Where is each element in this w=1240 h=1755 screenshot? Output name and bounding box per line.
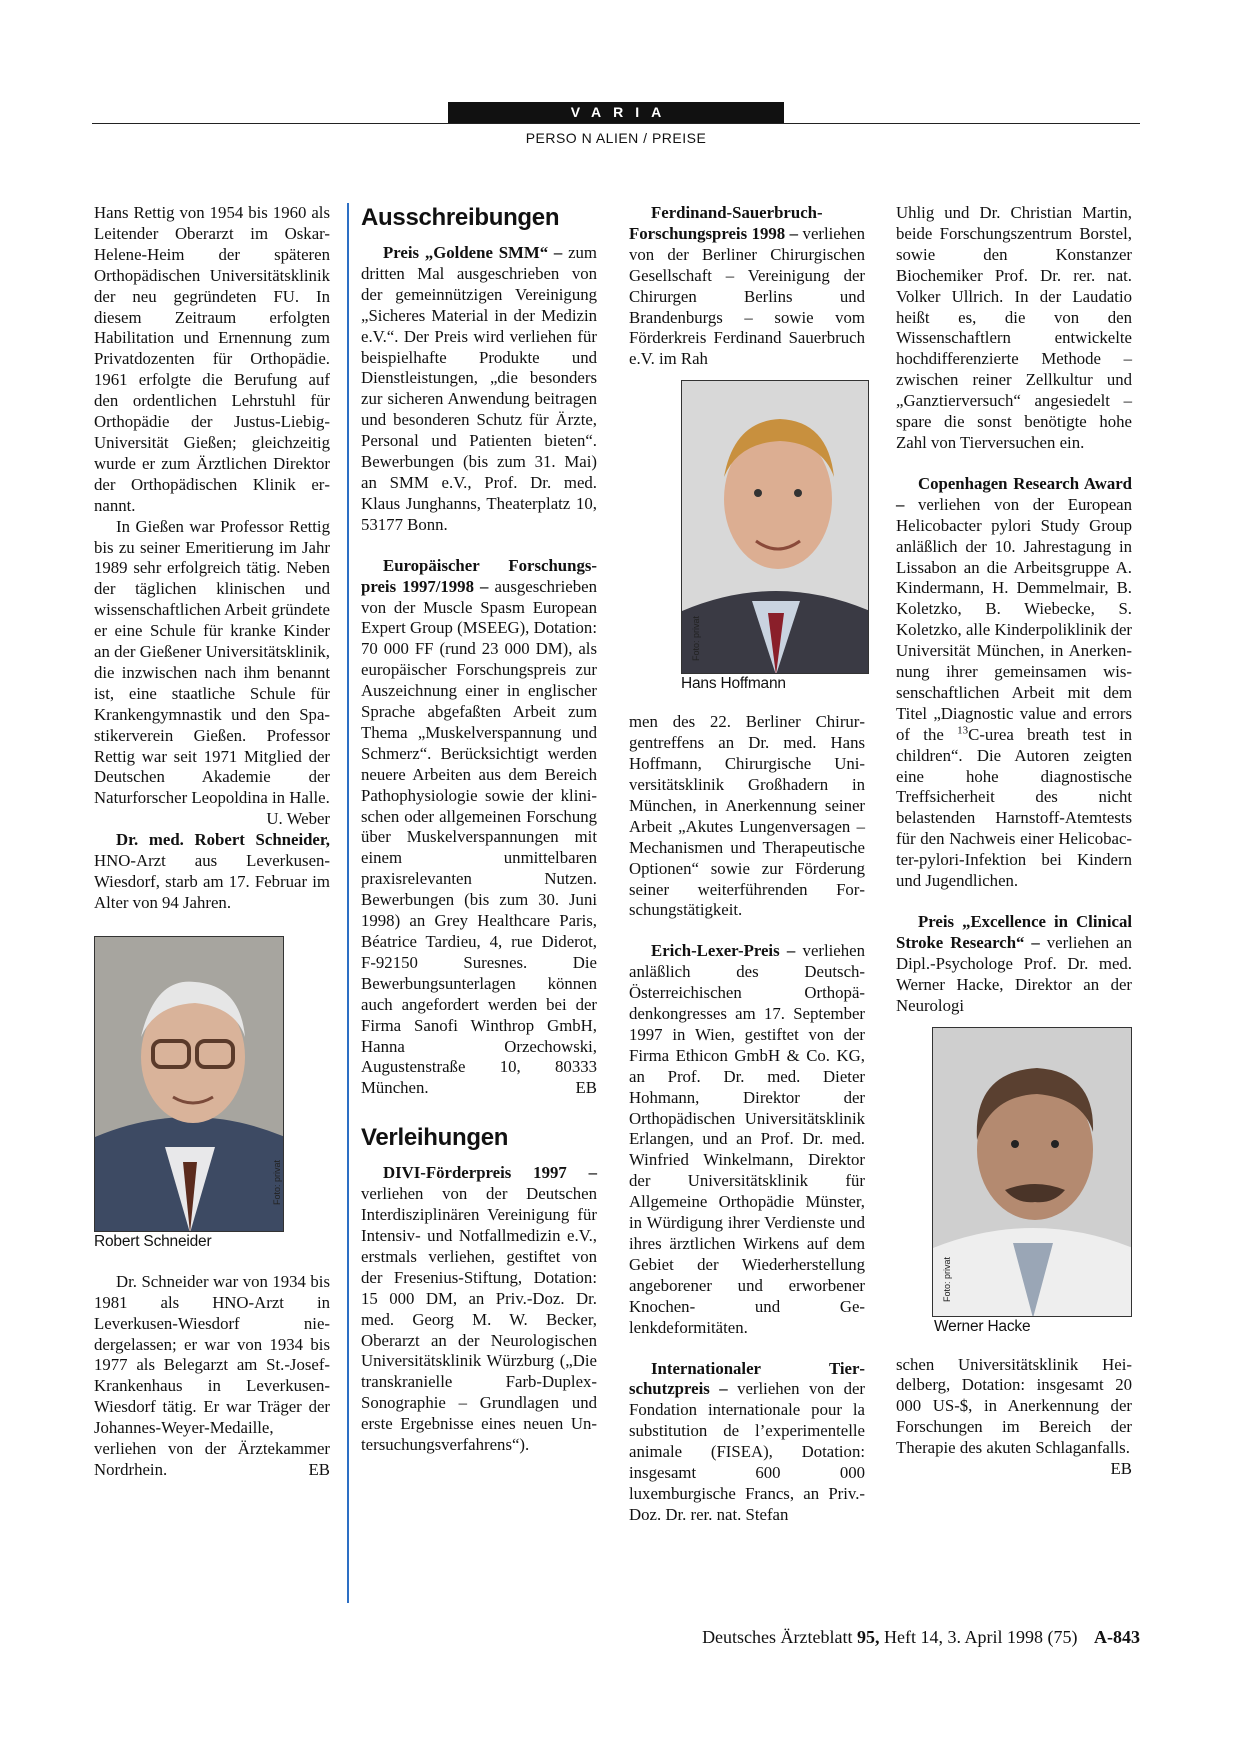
paragraph: schen Universitätsklinik Heidelberg, Dotation: insgesamt 20 000 US-$, in Anerkennung der Forschungen im Bereich der Therapie des akuten Schlaganfalls. EB bbox=[896, 1354, 1132, 1479]
journal-name: Deutsches Ärzteblatt bbox=[702, 1627, 853, 1647]
column-4 bbox=[896, 203, 1132, 1480]
portrait-photo bbox=[681, 380, 869, 674]
portrait-photo bbox=[932, 1027, 1132, 1317]
page-number: A-843 bbox=[1094, 1627, 1140, 1647]
signature: U. Weber bbox=[266, 809, 330, 829]
photo-caption: Robert Schneider bbox=[94, 1232, 212, 1250]
paragraph: Dr. Schneider war von 1934 bis 1981 als HNO-Arzt in Leverkusen-Wiesdorf niedergelassen; er war von 1934 bis 1977 als Belegarzt am St.-Josef-Krankenhaus in Leverkusen-Wiesdorf tätig. Er war Träger der Johannes-Weyer-Medaille, verliehen von der Ärztekammer Nordrhein. EB bbox=[94, 1271, 330, 1479]
section-heading-ausschreibungen: Ausschreibungen bbox=[361, 204, 560, 231]
photo-credit: Foto: privat bbox=[272, 1159, 282, 1205]
paragraph: Erich-Lexer-Preis – verliehen anläßlich des Deutsch-Österreichischen Orthopädenkongresses am 17. September 1997 in Wien, gestiftet von der Firma Ethicon GmbH & Co. KG, an Prof. Dr. med. Dieter Hohmann, Direktor der Orthopädischen Universitätsklinik Erlangen, und an Prof. Dr. med. Winfried Winkelmann, Direktor der Universitätsklinik für Allgemeine Orthopädie Münster, in Würdigung ihrer Verdienste und ihres ärztlichen Wirkens auf dem Gebiet der Wiederherstellung angeborener und erworbener Knochen- und Gelenkdeformitäten. bbox=[629, 941, 865, 1337]
paragraph: Preis „Goldene SMM“ – zum dritten Mal ausgeschrieben von der gemeinnützigen Vereinigung „Sicheres Material in der Medizin e.V.“. Der Preis wird verliehen für beispielhafte Produkte und Dienstleistungen, „die besonders zur sicheren Anwendung beitragen und besonderen Schutz für Ärzte, Personal und Patienten bieten“. Bewerbungen (bis zum 31. Mai) an SMM e.V., Prof. Dr. med. Klaus Junghanns, Theaterplatz 10, 53177 Bonn. bbox=[361, 243, 597, 534]
paragraph: Internationaler Tierschutzpreis – verliehen von der Fondation internationale pour la substitution de l’experimentelle animale (FISEA), Dotation: insgesamt 600 000 luxemburgische Francs, an Priv.-Doz. Dr. rer. nat. Stefan bbox=[629, 1358, 865, 1524]
header-rule bbox=[92, 123, 1140, 124]
paragraph: In Gießen war Professor Rettig bis zu seiner Emeritierung im Jahr 1989 sehr erfolgreich tätig. Neben der täglichen klinischen und wissenschaftlichen Arbeit gründete er eine Schule für kranke Kinder an der Gießener Universitätsklinik, die inzwischen nach ihm benannt ist, eine staatliche Schule für Krankengymnastik und den Spastikerverein Gießen. Professor Rettig war seit 1971 Mitglied der Deutschen Akademie der Naturforscher Leopoldina in Halle. U. Weber bbox=[94, 516, 330, 829]
section-label: VARIA bbox=[448, 102, 784, 123]
paragraph: men des 22. Berliner Chirurgentreffens an Dr. med. Hans Hoffmann, Chirurgische Universitätsklinik Großhadern in München, in Anerkennung seiner Arbeit „Akutes Lungenversagen – Mechanismen und Therapeutische Optionen“ sowie zur Förderung seiner weiterführenden Forschungstätigkeit. bbox=[629, 712, 865, 920]
column-3 bbox=[629, 203, 865, 1526]
paragraph: Uhlig und Dr. Christian Martin, beide Forschungszentrum Borstel, sowie den Konstanzer Biochemiker Prof. Dr. rer. nat. Volker Ullrich. In der Laudatio heißt es, die von den Wissenschaftlern entwickelte hochdifferenzierte Methode – zwischen reiner Zellkultur und „Ganztierversuch“ angesiedelt – spare die sonst benötigte hohe Zahl von Tierversuchen ein. bbox=[896, 203, 1132, 452]
photo-caption: Hans Hoffmann bbox=[681, 675, 786, 693]
paragraph: Preis „Excellence in Clinical Stroke Research“ – verliehen an Dipl.-Psychologe Prof. Dr. med. Werner Hacke, Direktor an der Neurologi bbox=[896, 912, 1132, 1015]
paragraph: Dr. med. Robert Schneider, HNO-Arzt aus Leverkusen-Wiesdorf, starb am 17. Februar im Alter von 94 Jahren. bbox=[94, 830, 330, 912]
signature: EB bbox=[575, 1078, 597, 1098]
portrait-illustration bbox=[95, 937, 284, 1232]
figure-werner-hacke bbox=[932, 1027, 1132, 1337]
column-rule bbox=[347, 203, 349, 1603]
journal-issue: Heft 14, 3. April 1998 (75) bbox=[884, 1627, 1078, 1647]
column-2 bbox=[361, 203, 597, 1456]
journal-volume: 95, bbox=[857, 1627, 880, 1647]
paragraph: Hans Rettig von 1954 bis 1960 als Leitender Oberarzt im Oskar-Helene-Heim der späteren Orthopädischen Universitätsklinik der neu gegründeten FU. In diesem Zeitraum erfolgten Habilitation und Ernennung zum Privatdozenten für Orthopädie. 1961 erfolgte die Berufung auf den ordentlichen Lehrstuhl für Orthopädie der Justus-Liebig-Universität Gießen; gleichzeitig wurde er zum Ärztlichen Direktor der Orthopädischen Klinik ernannt. bbox=[94, 203, 330, 515]
subsection-label: PERSO N ALIEN / PREISE bbox=[525, 130, 707, 146]
signature: EB bbox=[308, 1459, 330, 1479]
portrait-photo bbox=[94, 936, 284, 1232]
paragraph: Copenhagen Research Award – verliehen von der European Helicobacter pylori Study Group anläßlich der 10. Jahrestagung in Lissabon an die Arbeitsgruppe A. Kindermann, H. Demmelmair, B. Koletzko, B. Wiebecke, S. Koletzko, alle Kinderpoliklinik der Universität München, in Anerkennung ihrer gemeinsamen wissenschaftlichen Arbeit mit dem Titel „Diagnostic value and errors of the $^{13}$C-urea breath test in children“. Die Autoren zeigten eine hohe diagnostische Treffsicherheit des nicht belastenden Harnstoff-Atemtests für den Nachweis einer Helicobacter-pylori-Infektion bei Kindern und Jugendlichen. bbox=[896, 473, 1132, 891]
figure-robert-schneider bbox=[94, 936, 330, 1252]
figure-hans-hoffmann bbox=[681, 380, 865, 694]
photo-caption: Werner Hacke bbox=[934, 1317, 1031, 1335]
photo-credit: Foto: privat bbox=[942, 1256, 952, 1302]
signature: EB bbox=[1110, 1459, 1132, 1479]
photo-credit: Foto: privat bbox=[691, 616, 701, 662]
portrait-illustration bbox=[933, 1028, 1132, 1317]
section-heading-verleihungen: Verleihungen bbox=[361, 1124, 509, 1152]
column-1 bbox=[94, 203, 330, 1481]
paragraph: Ferdinand-Sauerbruch-Forschungspreis 1998 – verliehen von der Berliner Chirurgischen Gesellschaft – Vereinigung der Chirurgen Berlins und Brandenburgs – sowie vom Förderkreis Ferdinand Sauerbruch e.V. im Rah bbox=[629, 203, 865, 369]
paragraph: Europäischer Forschungspreis 1997/1998 – ausgeschrieben von der Muscle Spasm European Expert Group (MSEEG), Dotation: 70 000 FF (rund 23 000 DM), als europäischer Forschungspreis zur Auszeichnung einer in englischer Sprache abgefaßten Arbeit zum Thema „Muskelverspannung und Schmerz“. Berücksichtigt werden neuere Arbeiten aus dem Bereich Pathophysiologie sowie der klinischen oder allgemeinen Forschung über Muskelverspannungen mit einem unmittelbaren praxisrelevanten Nutzen. Bewerbungen (bis zum 30. Juni 1998) an Grey Healthcare Paris, Béatrice Tardieu, 4, rue Diderot, F-92150 Suresnes. Die Bewerbungsunterlagen können auch angefordert werden bei der Firma Sanofi Winthrop GmbH, Hanna Orzechowski, Augustenstraße 10, 80333 München. EB bbox=[361, 555, 597, 1098]
portrait-illustration bbox=[682, 381, 869, 674]
page-footer bbox=[702, 1627, 1140, 1648]
paragraph: DIVI-Förderpreis 1997 – verliehen von der Deutschen Interdisziplinären Vereinigung für Intensiv- und Notfallmedizin e.V., erstmals verliehen, gestiftet von der Fresenius-Stiftung, Dotation: 15 000 DM, an Priv.-Doz. Dr. med. Georg M. W. Becker, Oberarzt an der Neurologischen Universitätsklinik Würzburg („Die transkranielle Farb-Duplex-Sonographie – Grundlagen und erste Ergebnisse eines neuen Untersuchungsverfahrens“). bbox=[361, 1163, 597, 1455]
